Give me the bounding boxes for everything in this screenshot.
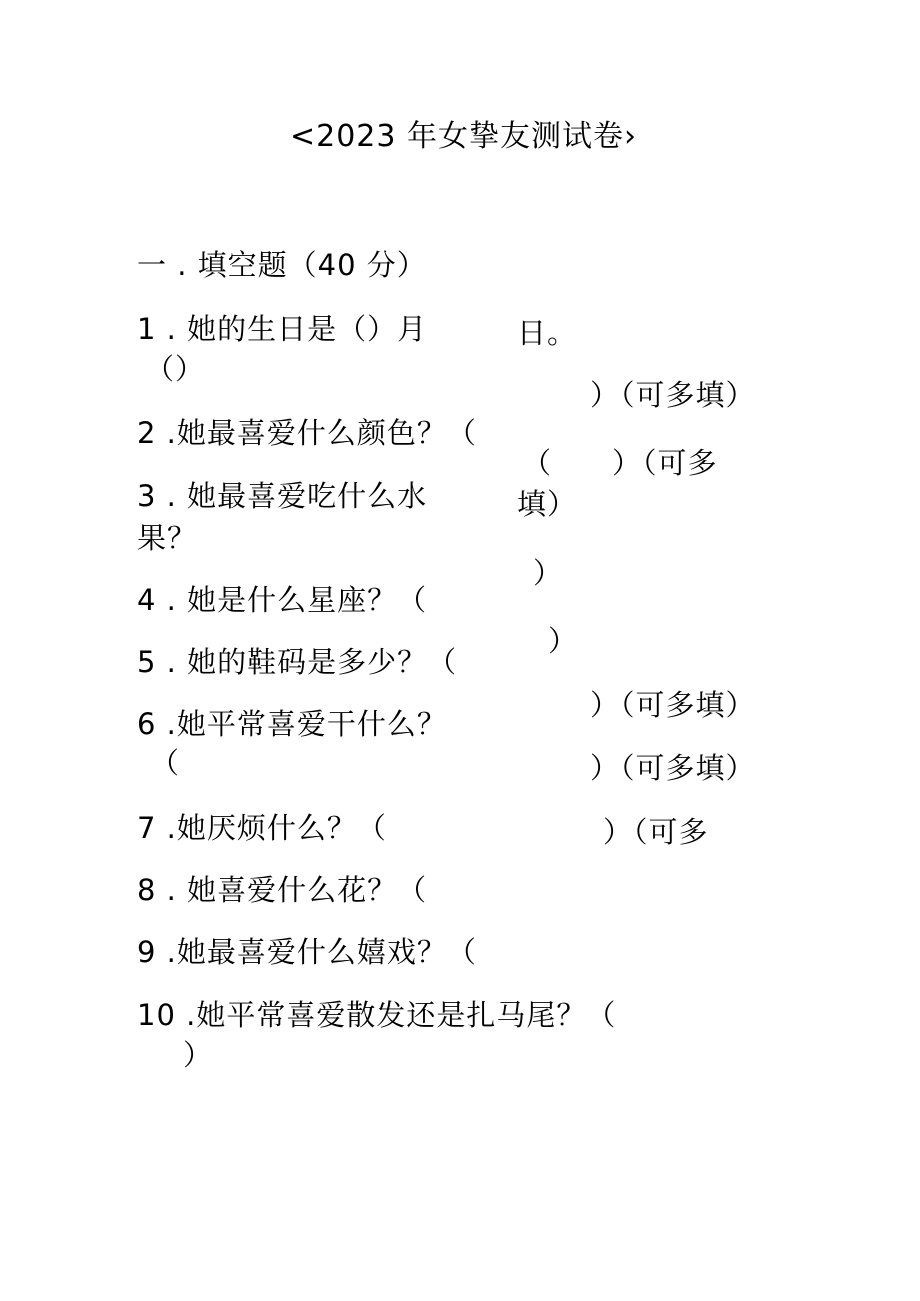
question-8-line-1: 8 . 她喜爱什么花？（: [137, 873, 428, 907]
question-5-right-1: ）: [548, 624, 579, 658]
question-10-line-2: ）: [183, 1038, 214, 1072]
page-title: <2023 年女挚友测试卷›: [290, 119, 638, 154]
question-3-right-2: 填）: [517, 487, 578, 521]
question-7-line-1: 7 .她厌烦什么？（: [137, 811, 387, 845]
question-1-line-1: 1 . 她的生日是（）月: [137, 312, 428, 346]
question-4-line-1: 4 . 她是什么星座？（: [137, 583, 428, 617]
question-1-right-1: 日。: [517, 316, 578, 350]
question-2-right-1: ）（可多填）: [590, 378, 756, 412]
question-3-right-1: （ ）（可多: [522, 446, 718, 480]
question-7-right-1: ）（可多: [603, 815, 709, 849]
question-3-line-1: 3 . 她最喜爱吃什么水: [137, 479, 428, 513]
question-6-line-2: （: [150, 746, 181, 780]
question-3-line-2: 果？: [137, 521, 198, 555]
question-1-line-2: （）: [145, 352, 206, 386]
question-2-line-1: 2 .她最喜爱什么颜色？（: [137, 416, 477, 450]
question-6-right-1: ）（可多填）: [590, 688, 756, 722]
section-heading: 一 . 填空题（40 分）: [137, 248, 427, 282]
question-6-line-1: 6 .她平常喜爱干什么？: [137, 707, 447, 741]
question-4-right-1: ）: [533, 556, 564, 590]
question-10-line-1: 10 .她平常喜爱散发还是扎马尾？（: [137, 998, 617, 1032]
question-5-line-1: 5 . 她的鞋码是多少？（: [137, 645, 458, 679]
question-6-right-2: ）（可多填）: [590, 751, 756, 785]
question-9-line-1: 9 .她最喜爱什么嬉戏？（: [137, 935, 477, 969]
